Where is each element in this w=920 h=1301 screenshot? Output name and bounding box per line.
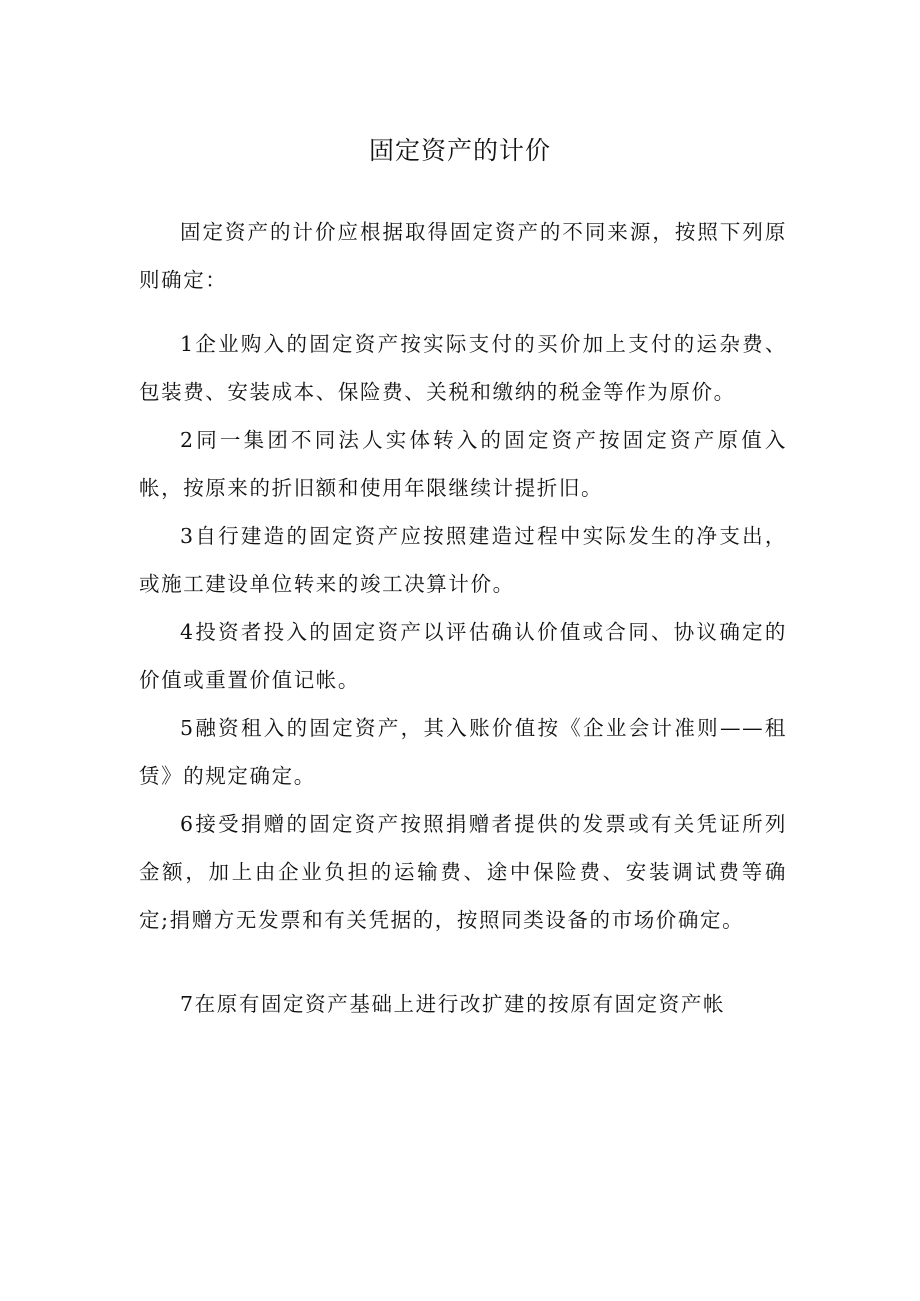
page-title: 固定资产的计价 <box>368 136 551 165</box>
rule-paragraph-5: 5融资租入的固定资产，其入账价值按《企业会计准则——租赁》的规定确定。 <box>139 716 787 788</box>
rule-paragraph-1: 1企业购入的固定资产按实际支付的买价加上支付的运杂费、包装费、安装成本、保险费、关税和缴纳的税金等作为原价。 <box>139 332 787 404</box>
rule-paragraph-6: 6接受捐赠的固定资产按照捐赠者提供的发票或有关凭证所列金额，加上由企业负担的运输费、途中保险费、安装调试费等确定;捐赠方无发票和有关凭据的，按照同类设备的市场价确定。 <box>139 812 787 932</box>
rule-paragraph-4: 4投资者投入的固定资产以评估确认价值或合同、协议确定的价值或重置价值记帐。 <box>139 620 787 692</box>
rule-paragraph-3: 3自行建造的固定资产应按照建造过程中实际发生的净支出，或施工建设单位转来的竣工决算计价。 <box>139 524 787 596</box>
intro-paragraph: 固定资产的计价应根据取得固定资产的不同来源，按照下列原则确定： <box>139 220 787 292</box>
rule-paragraph-2: 2同一集团不同法人实体转入的固定资产按固定资产原值入帐，按原来的折旧额和使用年限继续计提折旧。 <box>139 428 787 500</box>
rule-paragraph-7: 7在原有固定资产基础上进行改扩建的按原有固定资产帐 <box>180 992 726 1016</box>
